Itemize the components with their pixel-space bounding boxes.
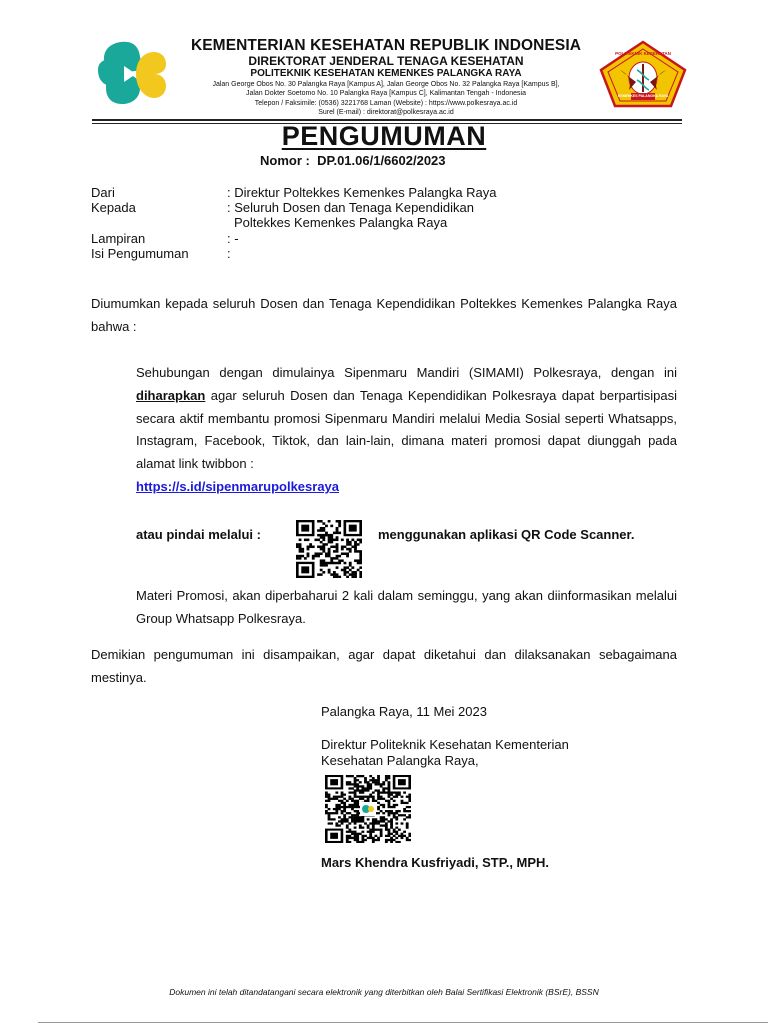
emphasis-text: diharapkan — [136, 387, 206, 403]
main-paragraph-text: Sehubungan dengan dimulainya Sipenmaru Mandiri (SIMAMI) Polkesraya, dengan ini — [136, 365, 677, 380]
scan-instruction-right: menggunakan aplikasi QR Code Scanner. — [378, 527, 635, 542]
signer-position-line2: Kesehatan Palangka Raya, — [321, 753, 479, 768]
lampiran-label: Lampiran — [91, 231, 146, 246]
address-line: Telepon / Faksimile: (0536) 3221768 Laman (Website) : https://www.polkesraya.ac.id — [254, 99, 518, 107]
address-line: Jalan George Obos No. 30 Palangka Raya [Kampus A], Jalan George Obos No. 32 Palangka Raya [Kampus B], — [212, 81, 560, 88]
kepada-value: : Seluruh Dosen dan Tenaga Kependidikan — [227, 200, 474, 215]
kemenkes-logo-icon — [94, 40, 168, 106]
twibbon-link[interactable]: https://s.id/sipenmarupolkesraya — [136, 478, 340, 494]
kepada-label: Kepada — [91, 200, 136, 215]
dari-label: Dari — [91, 185, 115, 200]
poltekkes-emblem-icon — [598, 40, 688, 108]
closing-paragraph: Demikian pengumuman ini disampaikan, agar dapat diketahui dan dilaksanakan sebagaimana mestinya. — [91, 647, 677, 685]
footer-note: Dokumen ini telah ditandatangani secara elektronik yang diterbitkan oleh Balai Sertifikasi Elektronik (BSrE), BSSN — [169, 987, 599, 997]
signer-position-line1: Direktur Politeknik Kesehatan Kementerian — [321, 737, 569, 752]
footer-divider — [38, 1022, 768, 1023]
main-paragraph-text-2: agar seluruh Dosen dan Tenaga Kependidikan Polkesraya dapat berpartisipasi secara aktif membantu promosi Sipenmaru Mandiri melalui Media Sosial seperti Whatsapps, Instagram, Facebook, Tiktok, dan lain-lain, dimana materi promosi dapat diunggah pada alamat link twibbon : — [136, 387, 677, 472]
header-directorate: DIREKTORAT JENDERAL TENAGA KESEHATAN — [248, 54, 524, 68]
address-line: Jalan Dokter Soetomo No. 10 Palangka Raya [Kampus C], Kalimantan Tengah - Indonesia — [245, 90, 527, 98]
header-institution: POLITEKNIK KESEHATAN KEMENKES PALANGKA RAYA — [250, 68, 522, 79]
main-paragraph — [136, 362, 677, 499]
document-number — [260, 153, 446, 168]
twibbon-qr-code[interactable] — [296, 520, 362, 578]
emblem-text-bottom: KEMENKES PALANGKA RAYA — [617, 94, 669, 98]
place-date: Palangka Raya, 11 Mei 2023 — [321, 704, 487, 719]
isi-value: : — [227, 246, 231, 261]
dari-value: : Direktur Poltekkes Kemenkes Palangka Raya — [227, 185, 497, 200]
scan-instruction-left: atau pindai melalui : — [136, 527, 261, 542]
lampiran-value: : - — [227, 231, 239, 246]
nomor-label: Nomor : — [260, 153, 310, 168]
page-title: PENGUMUMAN — [281, 121, 487, 151]
header-ministry: KEMENTERIAN KESEHATAN REPUBLIK INDONESIA — [190, 37, 582, 54]
address-line: Surel (E-mail) : direktorat@polkesraya.ac.id — [318, 108, 454, 116]
intro-paragraph: Diumumkan kepada seluruh Dosen dan Tenaga Kependidikan Poltekkes Kemenkes Palangka Raya bahwa : — [91, 296, 677, 334]
promo-paragraph: Materi Promosi, akan diperbaharui 2 kali dalam seminggu, yang akan diinformasikan melalui Group Whatsapp Polkesraya. — [136, 588, 677, 626]
kepada-value-line2: Poltekkes Kemenkes Palangka Raya — [234, 215, 448, 230]
header-address — [184, 80, 588, 117]
isi-label: Isi Pengumuman — [91, 246, 189, 261]
nomor-value: DP.01.06/1/6602/2023 — [317, 153, 446, 168]
emblem-text-top: POLITEKNIK KESEHATAN — [615, 51, 671, 56]
signature-qr-code[interactable] — [325, 775, 411, 843]
signer-name: Mars Khendra Kusfriyadi, STP., MPH. — [321, 855, 550, 870]
